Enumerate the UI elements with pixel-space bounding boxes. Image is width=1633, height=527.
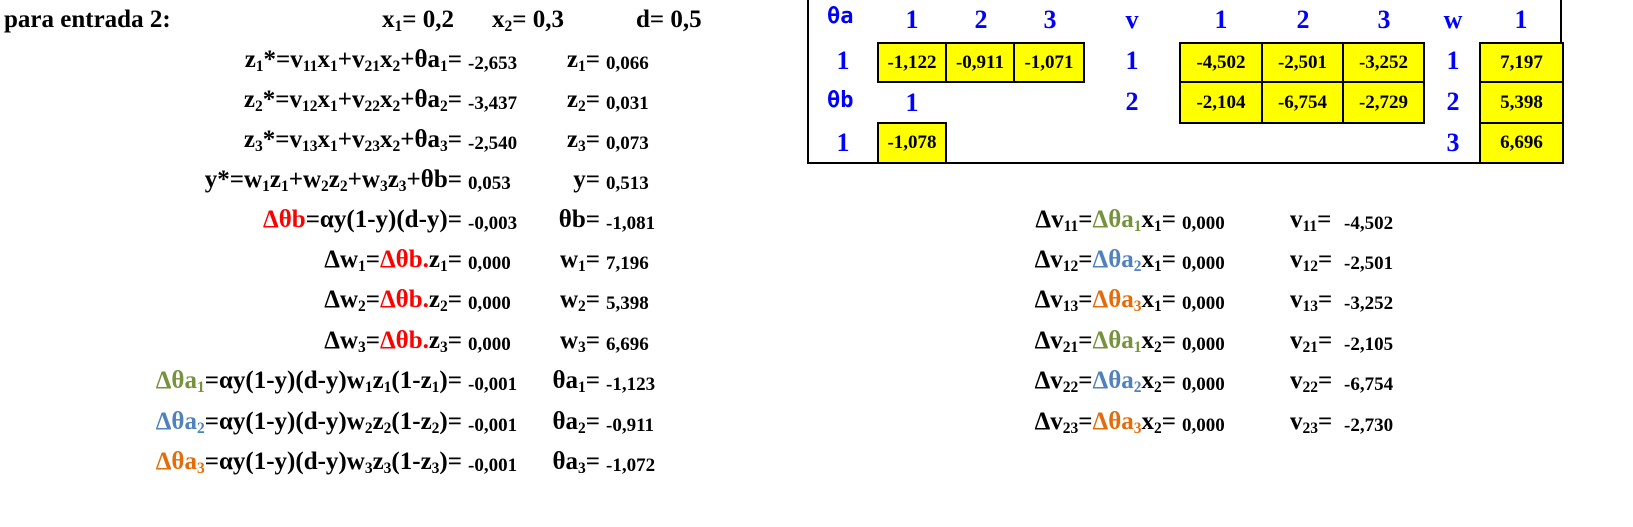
v-cell-2-3: -2,729 bbox=[1342, 81, 1425, 124]
theta-b-label: θb= bbox=[558, 206, 600, 233]
theta-b-row-1: 1 bbox=[836, 128, 850, 157]
theta-a-cell-2: -0,911 bbox=[945, 42, 1015, 83]
theta-a-header: θa bbox=[827, 4, 854, 29]
formula-y-star: $y*=w_1z_1+w_2z_2+w_3z_3+\theta b=$ bbox=[204, 166, 462, 195]
w2-label: $w_2=$ bbox=[559, 286, 600, 315]
v11-value: -4,502 bbox=[1344, 213, 1394, 234]
w-row-2: 2 bbox=[1446, 87, 1460, 116]
formula-delta-theta-b: Δθb=αy(1-y)(d-y)= bbox=[263, 206, 462, 233]
w1-value: 7,196 bbox=[606, 253, 649, 274]
w-cell-1: 7,197 bbox=[1479, 42, 1564, 83]
v-header: v bbox=[1125, 5, 1139, 34]
delta-theta-a1-value: -0,001 bbox=[468, 374, 518, 395]
theta-b-col-1: 1 bbox=[905, 88, 919, 117]
theta-b-header: θb bbox=[827, 88, 854, 113]
delta-v22-value: 0,000 bbox=[1182, 374, 1225, 395]
v22-label: $v_{22}=$ bbox=[1290, 367, 1333, 396]
theta-a1-value: -1,123 bbox=[606, 374, 656, 395]
section-title: para entrada 2: bbox=[4, 6, 171, 33]
v23-label: $v_{23}=$ bbox=[1290, 408, 1333, 437]
formula-delta-v13: $\Delta v_{13}=\Delta\theta a_3x_1=$ bbox=[1034, 286, 1176, 315]
formula-z1-star: $z_1*=v_{11}x_1+v_{21}x_2+\theta a_1=$ bbox=[244, 46, 462, 75]
v-cell-2-2: -6,754 bbox=[1261, 81, 1344, 124]
z2-value: 0,031 bbox=[606, 93, 649, 114]
delta-v11-value: 0,000 bbox=[1182, 213, 1225, 234]
v21-label: $v_{21}=$ bbox=[1290, 327, 1333, 356]
v-cell-1-3: -3,252 bbox=[1342, 42, 1425, 83]
formula-z2-star: $z_2*=v_{12}x_1+v_{22}x_2+\theta a_2=$ bbox=[243, 86, 462, 115]
v23-value: -2,730 bbox=[1344, 415, 1394, 436]
formula-delta-v12: $\Delta v_{12}=\Delta\theta a_2x_1=$ bbox=[1034, 246, 1176, 275]
z1-star-value: -2,653 bbox=[468, 53, 518, 74]
x1-value: 0,2 bbox=[422, 6, 454, 33]
theta-b-cell-1: -1,078 bbox=[877, 122, 947, 164]
v21-value: -2,105 bbox=[1344, 334, 1394, 355]
theta-a3-value: -1,072 bbox=[606, 455, 656, 476]
v13-label: $v_{13}=$ bbox=[1290, 286, 1333, 315]
d-value: 0,5 bbox=[670, 6, 702, 33]
formula-z3-star: $z_3*=v_{13}x_1+v_{23}x_2+\theta a_3=$ bbox=[243, 126, 462, 155]
z3-star-value: -2,540 bbox=[468, 133, 518, 154]
formula-delta-w1: $\Delta w_1=\Delta\theta b.z_1=$ bbox=[324, 246, 462, 275]
delta-v12-value: 0,000 bbox=[1182, 253, 1225, 274]
formula-delta-theta-a3: $\Delta\theta a_3=\alpha y(1-y)(d-y)w_3z_3(1-z_3)=$ bbox=[155, 448, 462, 477]
theta-a3-label: $\theta a_3=$ bbox=[552, 448, 600, 477]
x2-label: $x_2= 0,3$ bbox=[492, 6, 564, 35]
formula-delta-v11: $\Delta v_{11}=\Delta\theta a_1x_1=$ bbox=[1035, 206, 1176, 235]
w3-label: $w_3=$ bbox=[559, 327, 600, 356]
z3-value: 0,073 bbox=[606, 133, 649, 154]
x2-value: 0,3 bbox=[532, 6, 564, 33]
theta-a-cell-3: -1,071 bbox=[1013, 42, 1085, 83]
z2-star-value: -3,437 bbox=[468, 93, 518, 114]
v11-label: $v_{11}=$ bbox=[1290, 206, 1332, 235]
formula-delta-theta-a2: $\Delta\theta a_2=\alpha y(1-y)(d-y)w_2z_2(1-z_2)=$ bbox=[155, 408, 462, 437]
theta-a-col-2: 2 bbox=[974, 5, 988, 34]
v12-value: -2,501 bbox=[1344, 253, 1394, 274]
formula-delta-theta-a1: $\Delta\theta a_1=\alpha y(1-y)(d-y)w_1z_1(1-z_1)=$ bbox=[155, 367, 462, 396]
formula-delta-v22: $\Delta v_{22}=\Delta\theta a_2x_2=$ bbox=[1034, 367, 1176, 396]
delta-w3-value: 0,000 bbox=[468, 334, 511, 355]
v-col-3: 3 bbox=[1377, 5, 1391, 34]
theta-a-col-3: 3 bbox=[1043, 5, 1057, 34]
w3-value: 6,696 bbox=[606, 334, 649, 355]
delta-theta-a2-value: -0,001 bbox=[468, 415, 518, 436]
z1-label: $z_1=$ bbox=[566, 46, 600, 75]
delta-w2-value: 0,000 bbox=[468, 293, 511, 314]
w-row-1: 1 bbox=[1446, 46, 1460, 75]
y-star-value: 0,053 bbox=[468, 173, 511, 194]
delta-w1-value: 0,000 bbox=[468, 253, 511, 274]
weights-table bbox=[807, 0, 1562, 164]
v-row-2: 2 bbox=[1125, 87, 1139, 116]
y-value: 0,513 bbox=[606, 173, 649, 194]
w-row-3: 3 bbox=[1446, 128, 1460, 157]
theta-a-row-1: 1 bbox=[836, 46, 850, 75]
v-cell-1-1: -4,502 bbox=[1179, 42, 1263, 83]
theta-a2-label: $\theta a_2=$ bbox=[552, 408, 600, 437]
w-col-1: 1 bbox=[1514, 5, 1528, 34]
delta-theta-a3-value: -0,001 bbox=[468, 455, 518, 476]
delta-theta-b-value: -0,003 bbox=[468, 213, 518, 234]
z2-label: $z_2=$ bbox=[566, 86, 600, 115]
v-row-1: 1 bbox=[1125, 46, 1139, 75]
v-col-2: 2 bbox=[1296, 5, 1310, 34]
z3-label: $z_3=$ bbox=[566, 126, 600, 155]
formula-delta-v23: $\Delta v_{23}=\Delta\theta a_3x_2=$ bbox=[1034, 408, 1176, 437]
v13-value: -3,252 bbox=[1344, 293, 1394, 314]
v22-value: -6,754 bbox=[1344, 374, 1394, 395]
formula-delta-w3: $\Delta w_3=\Delta\theta b.z_3=$ bbox=[324, 327, 462, 356]
theta-a-col-1: 1 bbox=[905, 5, 919, 34]
delta-v23-value: 0,000 bbox=[1182, 415, 1225, 436]
d-label: d= 0,5 bbox=[636, 6, 702, 33]
v-cell-2-1: -2,104 bbox=[1179, 81, 1263, 124]
formula-delta-v21: $\Delta v_{21}=\Delta\theta a_1x_2=$ bbox=[1034, 327, 1176, 356]
theta-a2-value: -0,911 bbox=[606, 415, 655, 436]
y-label: y= bbox=[573, 166, 600, 193]
x1-label: $x_1= 0,2$ bbox=[382, 6, 454, 35]
v-col-1: 1 bbox=[1214, 5, 1228, 34]
v12-label: $v_{12}=$ bbox=[1290, 246, 1333, 275]
theta-a-cell-1: -1,122 bbox=[877, 42, 947, 83]
delta-v21-value: 0,000 bbox=[1182, 334, 1225, 355]
theta-a1-label: $\theta a_1=$ bbox=[552, 367, 600, 396]
w-header: w bbox=[1443, 5, 1463, 34]
w1-label: $w_1=$ bbox=[559, 246, 600, 275]
theta-b-value: -1,081 bbox=[606, 213, 656, 234]
w2-value: 5,398 bbox=[606, 293, 649, 314]
v-cell-1-2: -2,501 bbox=[1261, 42, 1344, 83]
w-cell-3: 6,696 bbox=[1479, 122, 1564, 164]
w-cell-2: 5,398 bbox=[1479, 81, 1564, 124]
formula-delta-w2: $\Delta w_2=\Delta\theta b.z_2=$ bbox=[324, 286, 462, 315]
z1-value: 0,066 bbox=[606, 53, 649, 74]
delta-v13-value: 0,000 bbox=[1182, 293, 1225, 314]
